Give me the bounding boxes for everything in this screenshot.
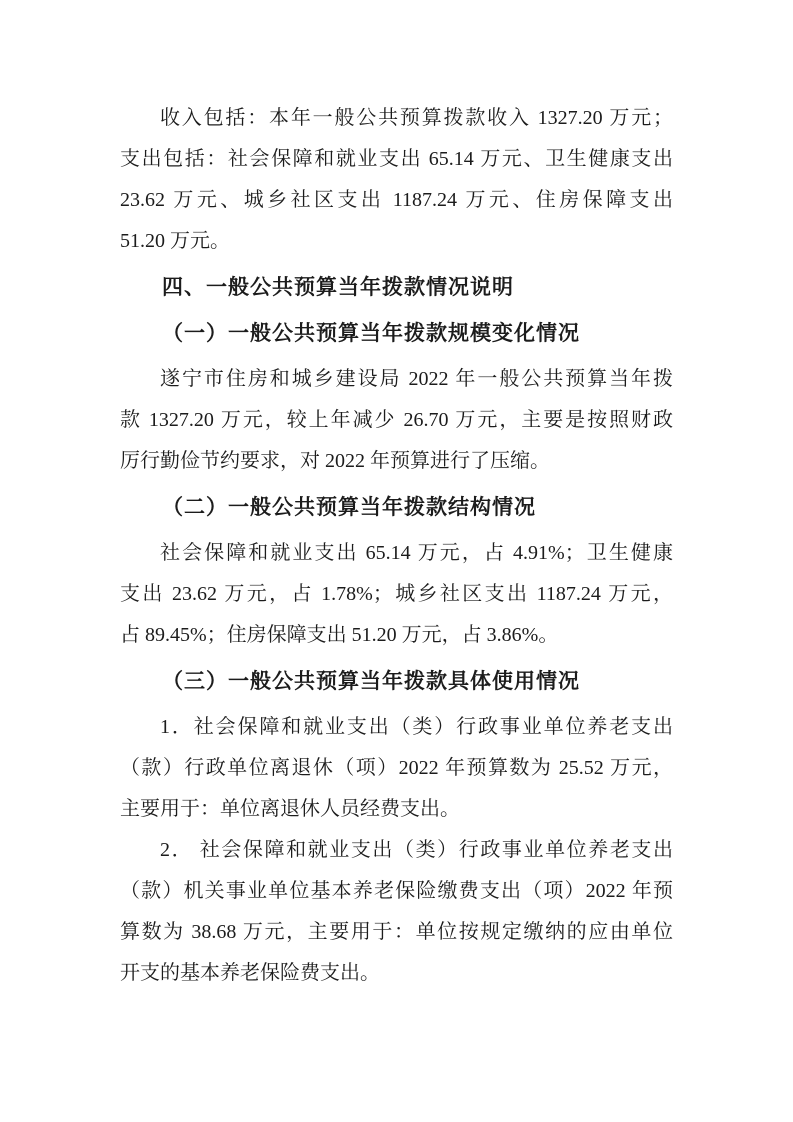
text-line: 23.62 万元、城乡社区支出 1187.24 万元、住房保障支出 (120, 189, 673, 211)
paragraph-scale-change (120, 359, 673, 482)
heading-text: （二）一般公共预算当年拨款结构情况 (162, 495, 536, 519)
text-line: 主要用于：单位离退休人员经费支出。 (120, 798, 460, 820)
text-line: 算数为 38.68 万元，主要用于：单位按规定缴纳的应由单位 (120, 921, 673, 943)
text-line: （款）行政单位离退休（项）2022 年预算数为 25.52 万元， (120, 757, 673, 779)
heading-text: （一）一般公共预算当年拨款规模变化情况 (162, 321, 580, 345)
heading-text: 四、一般公共预算当年拨款情况说明 (162, 276, 514, 299)
text-line: 开支的基本养老保险费支出。 (120, 962, 380, 984)
paragraph-income-expenditure-summary (120, 98, 673, 262)
text-line: 厉行勤俭节约要求，对 2022 年预算进行了压缩。 (120, 450, 550, 472)
heading-subsection-two (120, 487, 673, 528)
text-line: 1．社会保障和就业支出（类）行政事业单位养老支出 (160, 716, 673, 738)
heading-section-four (120, 267, 673, 308)
heading-subsection-three (120, 661, 673, 702)
text-line: 支出 23.62 万元，占 1.78%；城乡社区支出 1187.24 万元， (120, 583, 673, 605)
paragraph-structure (120, 533, 673, 656)
text-line: 社会保障和就业支出 65.14 万元，占 4.91%；卫生健康 (160, 542, 673, 564)
text-line: 51.20 万元。 (120, 230, 230, 252)
paragraph-item-1-retirement (120, 707, 673, 830)
text-line: （款）机关事业单位基本养老保险缴费支出（项）2022 年预 (120, 880, 673, 902)
document-content (120, 98, 673, 994)
paragraph-item-2-pension-insurance (120, 830, 673, 994)
heading-subsection-one (120, 313, 673, 354)
text-line: 款 1327.20 万元，较上年减少 26.70 万元，主要是按照财政 (120, 409, 673, 431)
heading-text: （三）一般公共预算当年拨款具体使用情况 (162, 669, 580, 693)
text-line: 支出包括：社会保障和就业支出 65.14 万元、卫生健康支出 (120, 148, 673, 170)
text-line: 遂宁市住房和城乡建设局 2022 年一般公共预算当年拨 (160, 368, 673, 390)
text-line: 占 89.45%；住房保障支出 51.20 万元，占 3.86%。 (120, 624, 559, 646)
text-line: 2． 社会保障和就业支出（类）行政事业单位养老支出 (160, 839, 673, 861)
text-line: 收入包括：本年一般公共预算拨款收入 1327.20 万元； (160, 107, 673, 129)
